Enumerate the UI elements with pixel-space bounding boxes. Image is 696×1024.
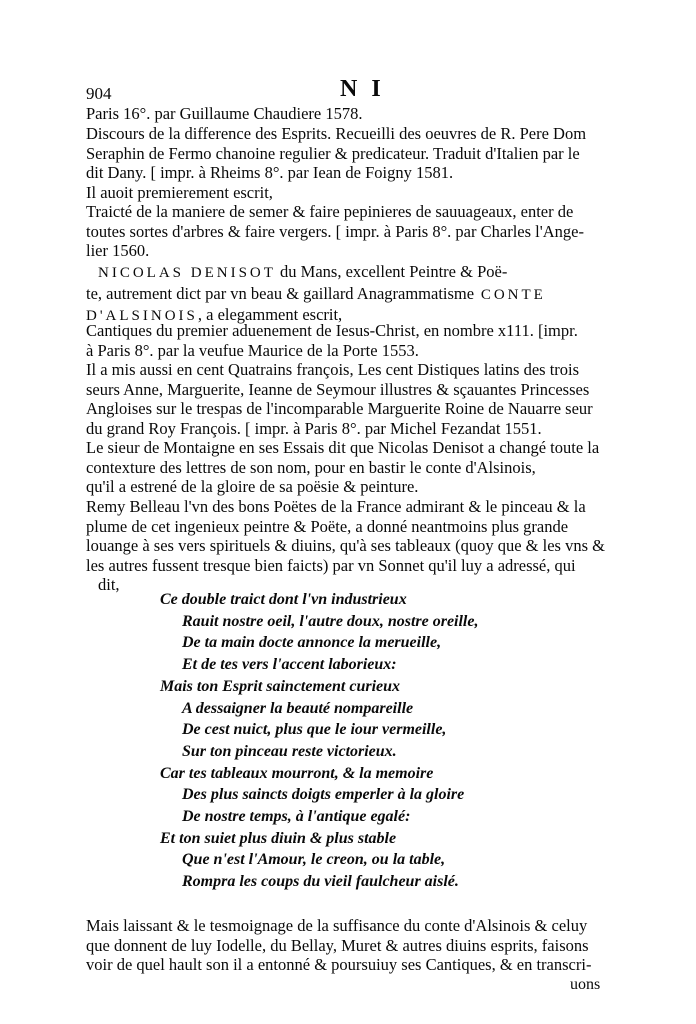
verse-line: Ce double traict dont l'vn industrieux (160, 591, 407, 608)
text-line: plume de cet ingenieux peintre & Poëte, a donné neantmoins plus grande (86, 516, 569, 536)
closing-paragraph (86, 916, 614, 975)
entry-nicolas-denisot (86, 262, 614, 327)
text-line: du grand Roy François. [ impr. à Paris 8°. par Michel Fezandat 1551. (86, 418, 542, 438)
entry-montaigne (86, 438, 614, 497)
verse-line: Et ton suiet plus diuin & plus stable (160, 829, 397, 847)
verse-line: De nostre temps, à l'antique egalé: (182, 808, 411, 826)
page-number: 904 (86, 84, 112, 103)
entry-belleau (86, 497, 614, 595)
text-line: te, autrement dict par vn beau & gaillard Anagrammatisme CONTE (86, 283, 546, 303)
text-line: NICOLAS DENISOT du Mans, excellent Peintre & Poë- (98, 262, 508, 281)
text-line: Il a mis aussi en cent Quatrains françois, Les cent Distiques latins des trois (86, 360, 580, 379)
verse-line: Des plus saincts doigts emperler à la gloire (182, 786, 465, 804)
author-name: NICOLAS DENISOT (98, 265, 276, 281)
entry-traicte (86, 202, 614, 261)
verse-line: Rauit nostre oeil, l'autre doux, nostre oreille, (182, 612, 479, 630)
verse-line: A dessaigner la beauté nompareille (182, 699, 414, 717)
text-line: que donnent de luy Iodelle, du Bellay, Muret & autres diuins esprits, faisons (86, 935, 589, 955)
sonnet (160, 589, 500, 893)
text-line: Il auoit premierement escrit, (86, 183, 273, 202)
text-line: Remy Belleau l'vn des bons Poëtes de la France admirant & le pinceau & la (86, 497, 586, 516)
verse-line: Que n'est l'Amour, le creon, ou la table, (182, 851, 446, 869)
text-line: Cantiques du premier aduenement de Iesus-Christ, en nombre x111. [impr. (86, 321, 578, 340)
text-line: Traicté de la maniere de semer & faire pepinieres de sauuageaux, enter de (86, 202, 574, 221)
text-line: Mais laissant & le tesmoignage de la suffisance du conte d'Alsinois & celuy (86, 916, 588, 935)
text-line: dit Dany. [ impr. à Rheims 8°. par Iean de Foigny 1581. (86, 163, 454, 183)
text-line: Discours de la difference des Esprits. Recueilli des oeuvres de R. Pere Dom (86, 124, 587, 143)
verse-line: Rompra les coups du vieil faulcheur aislé. (182, 873, 459, 891)
text-line: dit, (98, 575, 120, 595)
entry-paris-imprint (86, 104, 614, 124)
verse-line: Car tes tableaux mourront, & la memoire (160, 764, 434, 782)
verse-line: Sur ton pinceau reste victorieux. (182, 742, 397, 760)
text-line: les autres fussent tresque bien faicts) par vn Sonnet qu'il luy a adressé, qui (86, 555, 576, 575)
entry-quatrains (86, 360, 614, 438)
text-line: voir de quel hault son il a entonné & poursuiuy ses Cantiques, & en transcri- (86, 955, 592, 975)
text-line: Paris 16°. par Guillaume Chaudiere 1578. (86, 104, 363, 123)
text-line: Le sieur de Montaigne en ses Essais dit que Nicolas Denisot a changé toute la (86, 438, 600, 457)
text-line: Seraphin de Fermo chanoine regulier & predicateur. Traduit d'Italien par le (86, 143, 580, 163)
entry-discours (86, 124, 614, 183)
text-line: qu'il a estrené de la gloire de sa poësie & peinture. (86, 477, 419, 497)
text-line: à Paris 8°. par la veufue Maurice de la Porte 1553. (86, 340, 419, 360)
text-line: lier 1560. (86, 241, 150, 261)
text-line: seurs Anne, Marguerite, Ieanne de Seymour illustres & sçauantes Princesses (86, 379, 590, 399)
catchword: uons (570, 976, 601, 993)
verse-line: Mais ton Esprit sainctement curieux (160, 677, 401, 695)
running-header: N I (340, 76, 385, 102)
text-line: contexture des lettres de son nom, pour en bastir le conte d'Alsinois, (86, 457, 536, 477)
text-line: Angloises sur le trespas de l'incomparable Marguerite Roine de Nauarre seur (86, 399, 593, 419)
text-line: toutes sortes d'arbres & faire vergers. [ impr. à Paris 8°. par Charles l'Ange- (86, 221, 584, 241)
verse-line: De ta main docte annonce la merueille, (182, 634, 442, 652)
entry-cantiques (86, 321, 614, 360)
text-line: D'ALSINOIS, a elegamment escrit, (86, 305, 343, 325)
verse-line: Et de tes vers l'accent laborieux: (182, 656, 397, 674)
text-line: louange à ses vers spirituels & diuins, qu'à ses tableaux (quoy que & les vns & (86, 536, 605, 556)
verse-line: De cest nuict, plus que le iour vermeille, (182, 721, 447, 739)
anagram-name: D'ALSINOIS (86, 308, 198, 325)
entry-auoit (86, 183, 614, 203)
